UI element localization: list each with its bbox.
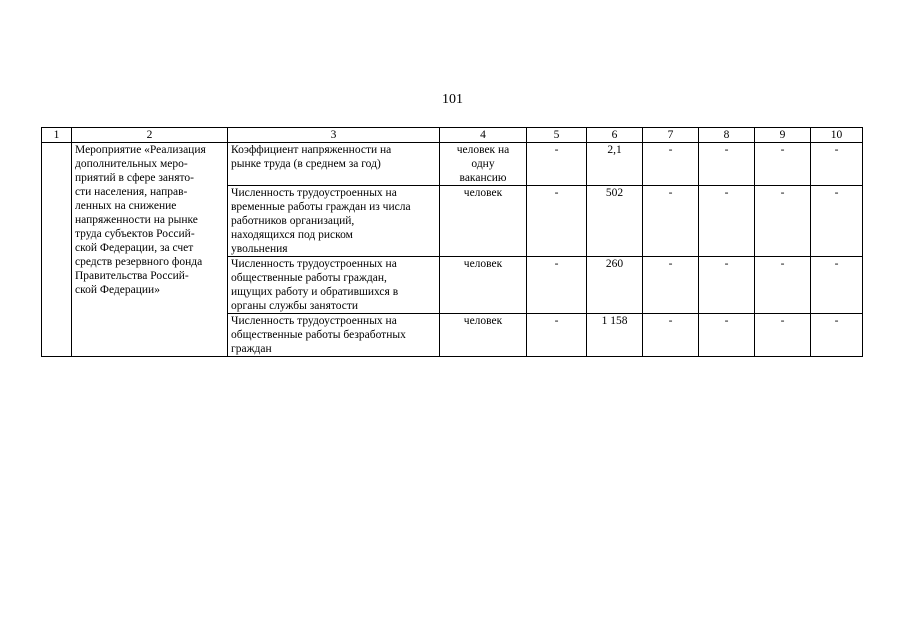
indicator-line: временные работы граждан из числа [231, 201, 411, 213]
value-cell-9: - [755, 186, 811, 257]
unit-line: человек на [456, 144, 510, 156]
value-cell-9: - [755, 257, 811, 314]
indicator-line: работников организаций, [231, 215, 355, 227]
indicator-cell [228, 257, 440, 314]
measure-line: средств резервного фонда [75, 256, 203, 268]
measure-line: Правительства Россий- [75, 270, 189, 282]
unit-line: вакансию [459, 172, 507, 184]
value-cell-7: - [643, 257, 699, 314]
indicator-line: Численность трудоустроенных на [231, 258, 397, 270]
indicator-line: Коэффициент напряженности на [231, 144, 392, 156]
value-cell-8: - [699, 143, 755, 186]
value-cell-10: - [811, 143, 863, 186]
measure-line: напряженности на рынке [75, 214, 198, 226]
unit-line: человек [463, 187, 503, 199]
value-cell-6: 1 158 [587, 314, 643, 357]
indicator-line: граждан [231, 343, 272, 355]
unit-cell [440, 186, 527, 257]
header-cell: 7 [643, 128, 699, 143]
header-cell: 1 [42, 128, 72, 143]
value-cell-10: - [811, 257, 863, 314]
indicator-line: увольнения [231, 243, 288, 255]
value-cell-9: - [755, 314, 811, 357]
indicator-line: рынке труда (в среднем за год) [231, 158, 381, 170]
value-cell-7: - [643, 314, 699, 357]
indicators-table [41, 127, 863, 357]
value-cell-7: - [643, 186, 699, 257]
measure-cell [72, 143, 228, 357]
indicator-line: общественные работы граждан, [231, 272, 387, 284]
row-number-cell [42, 143, 72, 357]
page-number: 101 [442, 92, 463, 107]
header-cell: 2 [72, 128, 228, 143]
measure-line: приятий в сфере занято- [75, 172, 194, 184]
unit-line: человек [463, 258, 503, 270]
indicator-line: Численность трудоустроенных на [231, 187, 397, 199]
measure-line: сти населения, направ- [75, 186, 188, 198]
value-cell-10: - [811, 314, 863, 357]
header-cell: 3 [228, 128, 440, 143]
indicator-line: находящихся под риском [231, 229, 353, 241]
indicator-cell [228, 314, 440, 357]
value-cell-10: - [811, 186, 863, 257]
header-cell: 5 [527, 128, 587, 143]
unit-line: одну [471, 158, 495, 170]
value-cell-6: 2,1 [587, 143, 643, 186]
value-cell-8: - [699, 257, 755, 314]
measure-line: Мероприятие «Реализация [75, 144, 206, 156]
indicator-line: общественные работы безработных [231, 329, 406, 341]
measure-line: ской Федерации» [75, 284, 160, 296]
header-cell: 9 [755, 128, 811, 143]
header-cell: 4 [440, 128, 527, 143]
indicator-line: Численность трудоустроенных на [231, 315, 397, 327]
indicator-line: органы службы занятости [231, 300, 359, 312]
value-cell-5: - [527, 143, 587, 186]
unit-line: человек [463, 315, 503, 327]
value-cell-5: - [527, 257, 587, 314]
header-cell: 6 [587, 128, 643, 143]
measure-line: ской Федерации, за счет [75, 242, 194, 254]
value-cell-7: - [643, 143, 699, 186]
value-cell-5: - [527, 314, 587, 357]
measure-line: ленных на снижение [75, 200, 177, 212]
table-row [42, 143, 863, 186]
header-row [42, 128, 863, 143]
indicator-cell [228, 186, 440, 257]
unit-cell [440, 143, 527, 186]
value-cell-8: - [699, 186, 755, 257]
value-cell-9: - [755, 143, 811, 186]
unit-cell [440, 257, 527, 314]
indicator-line: ищущих работу и обратившихся в [231, 286, 399, 298]
value-cell-6: 502 [587, 186, 643, 257]
header-cell: 10 [811, 128, 863, 143]
unit-cell [440, 314, 527, 357]
measure-line: труда субъектов Россий- [75, 228, 195, 240]
value-cell-6: 260 [587, 257, 643, 314]
indicator-cell [228, 143, 440, 186]
value-cell-5: - [527, 186, 587, 257]
value-cell-8: - [699, 314, 755, 357]
header-cell: 8 [699, 128, 755, 143]
measure-line: дополнительных меро- [75, 158, 188, 170]
